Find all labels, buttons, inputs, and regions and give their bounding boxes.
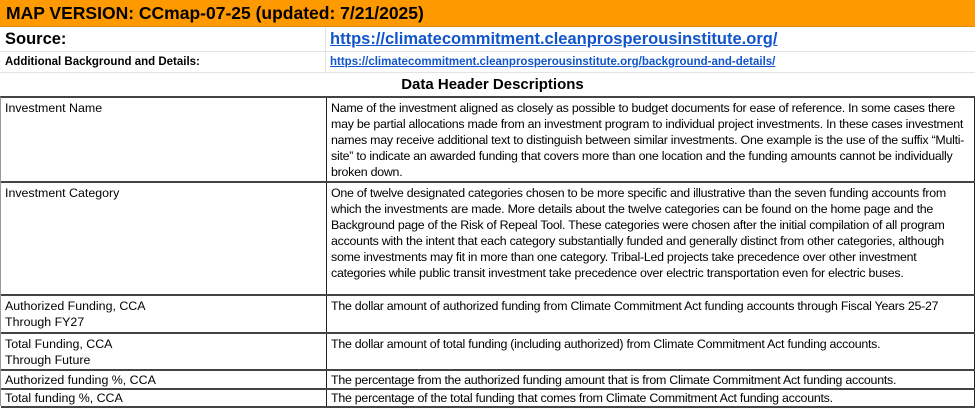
map-version-banner: [0, 0, 975, 27]
field-description-cell: [326, 183, 975, 294]
source-label-cell: [0, 27, 325, 51]
field-name-cell: [1, 390, 326, 406]
field-description-cell: [326, 296, 975, 332]
field-description: The percentage of the total funding that comes from Climate Commitment Act funding accounts.: [331, 391, 833, 405]
field-name-cell: [1, 296, 326, 332]
source-link[interactable]: https://climatecommitment.cleanprosperousinstitute.org/: [330, 30, 778, 48]
field-name: Investment Name: [5, 101, 103, 115]
source-row: [0, 27, 975, 52]
table-row: [1, 98, 975, 183]
additional-row: [0, 52, 975, 73]
field-description-cell: [326, 371, 975, 388]
field-name: Total funding %, CCA: [5, 391, 123, 405]
section-header-row: [0, 73, 975, 96]
field-name-cell: [1, 334, 326, 369]
field-name: Investment Category: [5, 186, 120, 200]
table-row: [1, 334, 975, 371]
additional-link-cell: [325, 52, 975, 72]
map-version-title: MAP VERSION: CCmap-07-25 (updated: 7/21/2025): [6, 3, 424, 23]
field-name-cell: [1, 98, 326, 181]
field-description: The percentage from the authorized funding amount that is from Climate Commitment Act funding accounts.: [331, 373, 897, 387]
additional-label: Additional Background and Details:: [5, 56, 200, 68]
section-header: Data Header Descriptions: [401, 76, 584, 93]
table-row: [1, 183, 975, 296]
field-name: Total Funding, CCA Through Future: [5, 337, 113, 367]
field-name: Authorized Funding, CCA Through FY27: [5, 299, 146, 329]
source-link-cell: [325, 27, 975, 51]
background-details-link[interactable]: https://climatecommitment.cleanprosperousinstitute.org/background-and-details/: [330, 56, 776, 68]
field-name-cell: [1, 183, 326, 294]
field-description: One of twelve designated categories chosen to be more specific and illustrative than the seven funding accounts from which the investments are made. More details about the twelve categories can be found on the home page and the Background page of the Risk of Repeal Tool. These categories were chosen after the initial compilation of all program accounts with the intent that each category substantially funded and generally distinct from other categories, although some investments may fit in more than one category. Tribal-Led projects take precedence over other investment categories while public transit investment take precedence over electric transportation even for electric buses.: [331, 186, 946, 281]
field-name: Authorized funding %, CCA: [5, 373, 156, 387]
table-row: [1, 296, 975, 334]
field-description-cell: [326, 334, 975, 369]
table-row: [1, 390, 975, 408]
field-description: Name of the investment aligned as closely as possible to budget documents for ease of reference. In some cases there may be partial allocations made from an investment program to individual project investments. In these cases investment names may receive additional text to distinguish between similar investments. One example is the use of the suffix “Multi-site” to indicate an awarded funding that covers more than one location and the funding amounts cannot be individually broken down.: [331, 101, 965, 180]
additional-label-cell: [0, 52, 325, 72]
field-name-cell: [1, 371, 326, 388]
source-label: Source:: [5, 30, 67, 48]
field-description-cell: [326, 98, 975, 181]
field-description: The dollar amount of authorized funding from Climate Commitment Act funding accounts through Fiscal Years 25-27: [331, 299, 939, 313]
field-description-cell: [326, 390, 975, 406]
descriptions-table: [0, 96, 975, 406]
table-row: [1, 371, 975, 390]
field-description: The dollar amount of total funding (including authorized) from Climate Commitment Act funding accounts.: [331, 337, 881, 351]
